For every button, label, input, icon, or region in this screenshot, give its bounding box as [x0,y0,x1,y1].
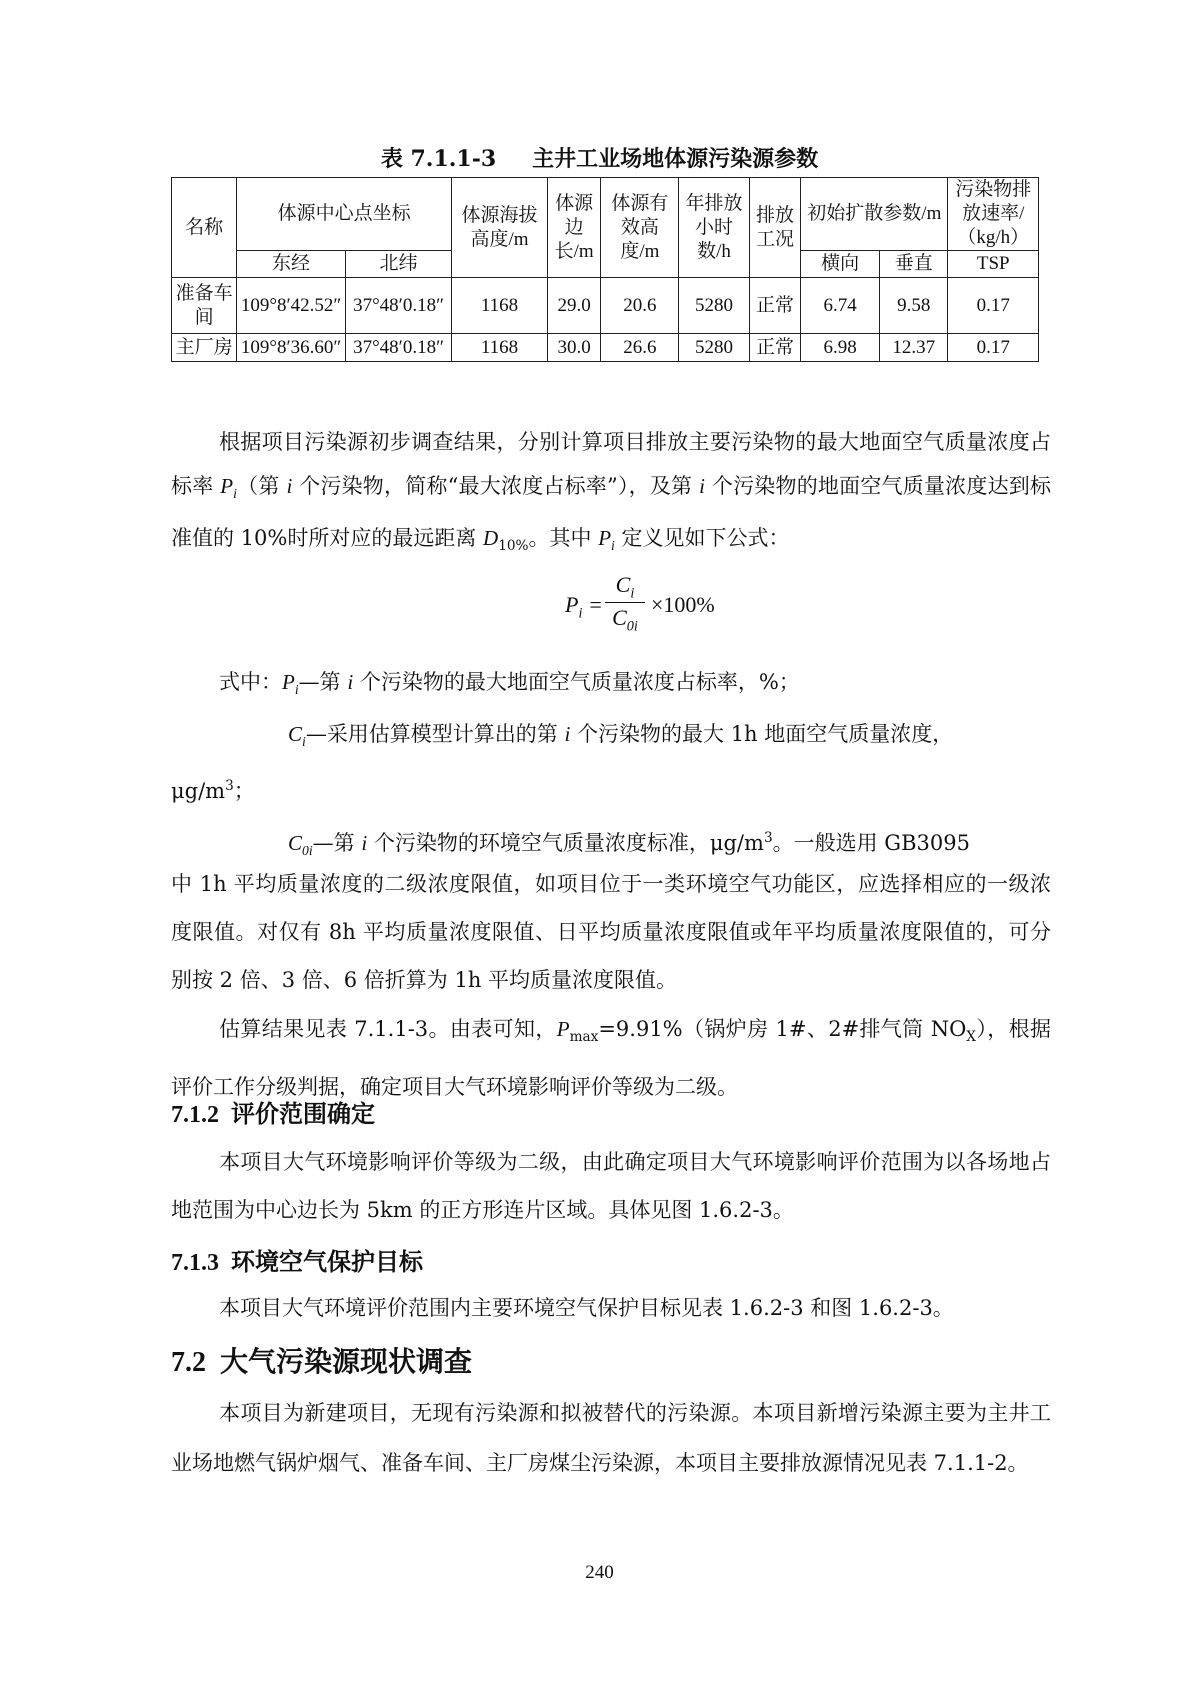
superscript: 3 [763,830,773,846]
header-north: 北纬 [345,251,451,278]
formula-rhs: ×100% [651,592,715,617]
formula-sub: 0i [626,618,638,635]
ratio-formula [565,572,735,642]
symbol-sub: i [611,538,615,554]
superscript: 3 [225,778,234,794]
row-north: 37°48′0.18″ [345,334,451,362]
section-heading-7-1-2 [171,1094,375,1135]
fraction-bar [605,602,645,603]
symbol-c: C [288,722,303,746]
where-ci-unit [171,764,255,813]
symbol-i: i [564,722,571,746]
header-horizontal: 横向 [801,251,880,278]
symbol-c: C [288,831,303,855]
text: 个污染物，简称“最大浓度占标率”），及第 [292,474,700,498]
text: （第 [236,474,287,498]
formula-sub: i [630,585,635,602]
table-row [172,278,1039,334]
symbol-sub: max [569,1029,599,1046]
symbol-sub: 10% [498,538,529,555]
text: 个污染物的最大地面空气质量浓度占标率，%； [353,670,800,694]
table-caption [0,144,1199,174]
row-horizontal: 6.98 [801,334,880,362]
table-row [172,334,1039,362]
where-ci [288,712,953,764]
row-vertical: 12.37 [880,334,948,362]
table-caption-number: 表 7.1.1-3 [380,146,497,172]
text: 个污染物的最大 1h 地面空气质量浓度， [570,722,954,746]
row-hours: 5280 [679,278,749,334]
row-north: 37°48′0.18″ [345,278,451,334]
row-side: 29.0 [547,278,601,334]
header-condition: 排放工况 [749,178,801,278]
row-tsp: 0.17 [948,334,1039,362]
symbol-p: P [556,1017,570,1041]
row-east: 109°8′42.52″ [237,278,346,334]
formula-p: P [565,592,579,617]
formula-denominator [605,605,645,635]
formula-numerator [605,572,645,600]
header-initial-diffusion: 初始扩散参数/m [801,178,948,251]
section-title: 大气污染源现状调查 [220,1345,473,1378]
text: ； [233,779,255,803]
row-side: 30.0 [547,334,601,362]
text: —第 [312,831,362,855]
formula-fraction [605,572,645,635]
header-vertical: 垂直 [880,251,948,278]
header-elevation: 体源海拔高度/m [452,178,548,278]
row-vertical: 9.58 [880,278,948,334]
section-heading-7-2 [171,1340,472,1385]
header-name: 名称 [172,178,237,278]
symbol-sub: i [233,486,237,502]
header-emission-rate: 污染物排放速率/（kg/h） [948,178,1039,251]
text: 根据项目污染源初步调查结果，分别计算项目排放主要污染物的最大地面空气质量浓度占标率 [171,430,1051,498]
text: 。一般选用 GB3095 [772,831,970,855]
row-horizontal: 6.74 [801,278,880,334]
row-height: 26.6 [601,334,679,362]
symbol-d: D [483,526,499,551]
table-header-row [172,178,1039,251]
text: 个污染物的地面空气质量浓度达到标准值的 10%时所对应的最远距离 [171,474,1051,551]
paragraph-7-1-2: 本项目大气环境影响评价等级为二级，由此确定项目大气环境影响评价范围为以各场地占地范围为中心边长为 5km 的正方形连片区域。具体见图 1.6.2-3。 [171,1150,1051,1222]
symbol-i: i [286,474,293,498]
where-pi [219,660,800,712]
row-tsp: 0.17 [948,278,1039,334]
table-caption-title: 主井工业场地体源污染源参数 [532,146,819,172]
text: 个污染物的环境空气质量浓度标准，μg/m [367,831,764,855]
symbol-sub: i [302,734,306,750]
symbol-i: i [347,670,354,694]
row-name: 准备车间 [172,278,237,334]
paragraph-max-ratio [171,420,1051,568]
formula-c: C [615,572,631,597]
text: =9.91%（锅炉房 1#、2#排气筒 NO [598,1017,967,1041]
section-number: 7.2 [171,1347,206,1378]
page-number: 240 [585,1562,614,1583]
row-condition: 正常 [749,278,801,334]
row-condition: 正常 [749,334,801,362]
text: 估算结果见表 7.1.1-3。由表可知， [219,1017,557,1041]
paragraph-7-1-3: 本项目大气环境评价范围内主要环境空气保护目标见表 1.6.2-3 和图 1.6.2-3。 [219,1296,954,1320]
symbol-i: i [699,474,705,498]
symbol-p: P [282,670,295,694]
paragraph-7-2: 本项目为新建项目，无现有污染源和拟被替代的污染源。本项目新增污染源主要为主井工业场地燃气锅炉烟气、准备车间、主厂房煤尘污染源，本项目主要排放源情况见表 7.1.1-2。 [171,1401,1051,1475]
header-side-length: 体源边长/m [547,178,601,278]
header-annual-hours: 年排放小时数/h [679,178,749,278]
volume-source-parameter-table [171,177,1039,362]
text: 式中： [219,670,282,694]
header-center-coord: 体源中心点坐标 [237,178,452,251]
symbol-i: i [361,831,368,855]
symbol-p: P [598,526,612,551]
section-title: 评价范围确定 [231,1100,375,1128]
where-c0i-continuation: 中 1h 平均质量浓度的二级浓度限值，如项目位于一类环境空气功能区，应选择相应的一级浓度限值。对仅有 8h 平均质量浓度限值、日平均质量浓度限值或年平均质量浓度限值的，可分别按 2 倍、3 倍、6 倍折算为 1h 平均质量浓度限值。 [171,872,1051,992]
text: 。其中 [528,526,599,551]
row-elevation: 1168 [452,278,548,334]
header-east: 东经 [237,251,346,278]
row-name: 主厂房 [172,334,237,362]
text: μg/m [171,779,226,803]
symbol-sub: 0i [302,843,313,859]
row-hours: 5280 [679,334,749,362]
header-effective-height: 体源有效高度/m [601,178,679,278]
text: —采用估算模型计算出的第 [305,722,565,746]
symbol-sub: i [294,682,299,698]
formula-lhs: $P_i$ = [565,592,603,622]
formula-c0: C [612,605,627,630]
text: ），根据评价工作分级判据，确定项目大气环境影响评价等级为二级。 [171,1017,1051,1100]
formula-sub: i [578,605,583,622]
text: —第 [298,670,348,694]
symbol-p: P [220,474,234,498]
row-east: 109°8′36.60″ [237,334,346,362]
section-number: 7.1.2 [171,1102,219,1128]
section-number: 7.1.3 [171,1250,219,1276]
header-tsp: TSP [948,251,1039,278]
row-elevation: 1168 [452,334,548,362]
row-height: 20.6 [601,278,679,334]
section-heading-7-1-3 [171,1242,423,1283]
text: 定义见如下公式： [614,526,790,551]
symbol-sub: X [966,1029,977,1046]
section-title: 环境空气保护目标 [231,1248,423,1276]
